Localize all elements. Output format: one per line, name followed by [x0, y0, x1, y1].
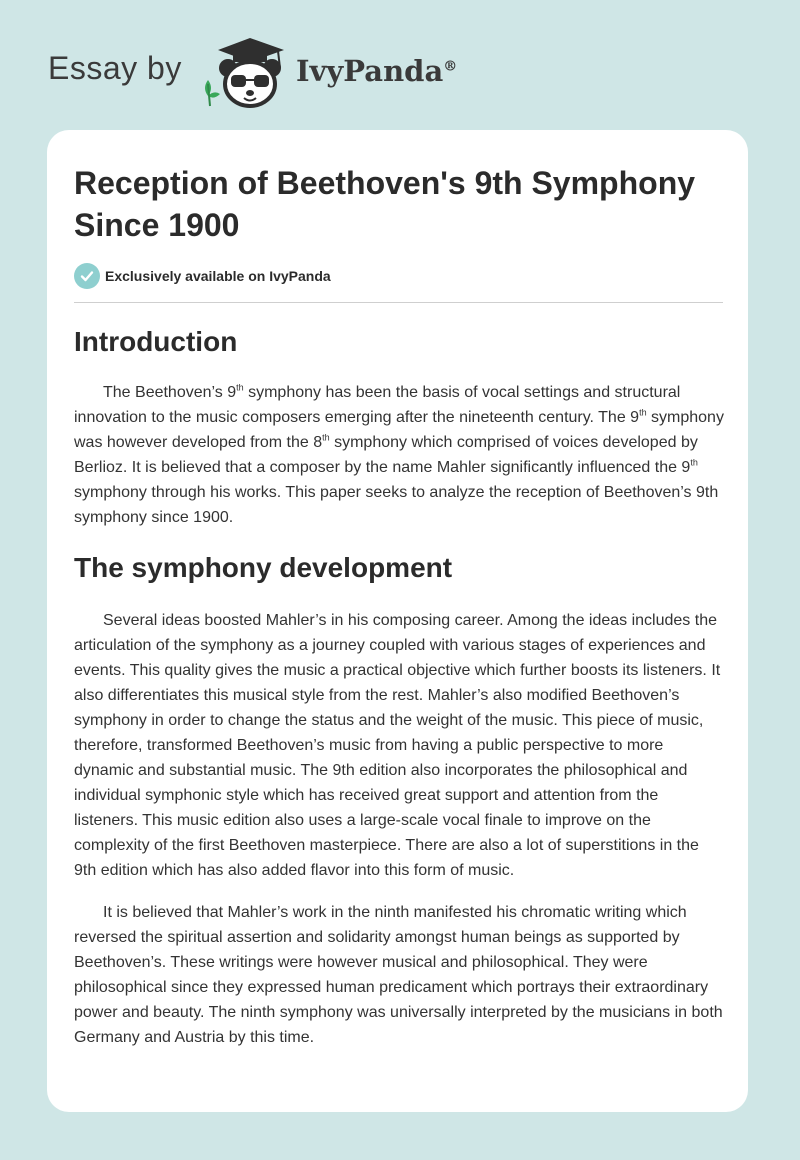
badge-text: Exclusively available on IvyPanda: [105, 268, 331, 284]
section-heading-introduction: Introduction: [74, 326, 238, 357]
site-header: [0, 0, 800, 120]
essay-by-label: Essay by: [48, 50, 182, 86]
divider: [74, 302, 723, 303]
paragraph: It is believed that Mahler’s work in the ninth manifested his chromatic writing which reversed the spiritual assertion and solidarity amongst human beings as supported by Beethoven’s. These writings were however musical and philosophical. They were philosophical since they expressed human predicament which portrays their extraordinary power and beauty. The ninth symphony was universally interpreted by the musicians in both Germany and Austria by this time.: [74, 904, 723, 1046]
paragraph: The Beethoven’s 9th symphony has been the basis of vocal settings and structural innovation to the music composers emerging after the nineteenth century. The 9th symphony was however developed from the 8th symphony which comprised of voices developed by Berlioz. It is believed that a composer by the name Mahler significantly influenced the 9th symphony through his works. This paper seeks to analyze the reception of Beethoven’s 9th symphony since 1900.: [74, 382, 724, 526]
leaf-icon: [205, 80, 220, 106]
section-heading-symphony-development: The symphony development: [74, 552, 453, 583]
brand-name[interactable]: IvyPanda®: [296, 54, 458, 88]
article-body: [74, 322, 724, 1050]
exclusive-badge: [74, 263, 331, 289]
page-title: Reception of Beethoven's 9th Symphony Since 1900: [74, 165, 696, 243]
check-icon: [74, 263, 100, 289]
essay-card: [47, 130, 748, 1112]
paragraph: Several ideas boosted Mahler’s in his composing career. Among the ideas includes the articulation of the symphony as a journey coupled with various stages of experiences and events. This quality gives the music a practical objective which further boosts its listeners. It also differentiates this musical style from the rest. Mahler’s also modified Beethoven’s symphony in order to change the status and the weight of the music. This piece of music, therefore, transformed Beethoven’s music from having a public perspective to more dynamic and substantial music. The 9th edition also incorporates the philosophical and individual symphonic style which has received great support and attention from the listeners. This music edition also uses a large-scale vocal finale to improve on the complexity of the first Beethoven masterpiece. There are also a lot of superstitions in the 9th edition which has also added flavor into this form of music.: [74, 612, 721, 879]
panda-logo-icon[interactable]: [200, 34, 292, 110]
